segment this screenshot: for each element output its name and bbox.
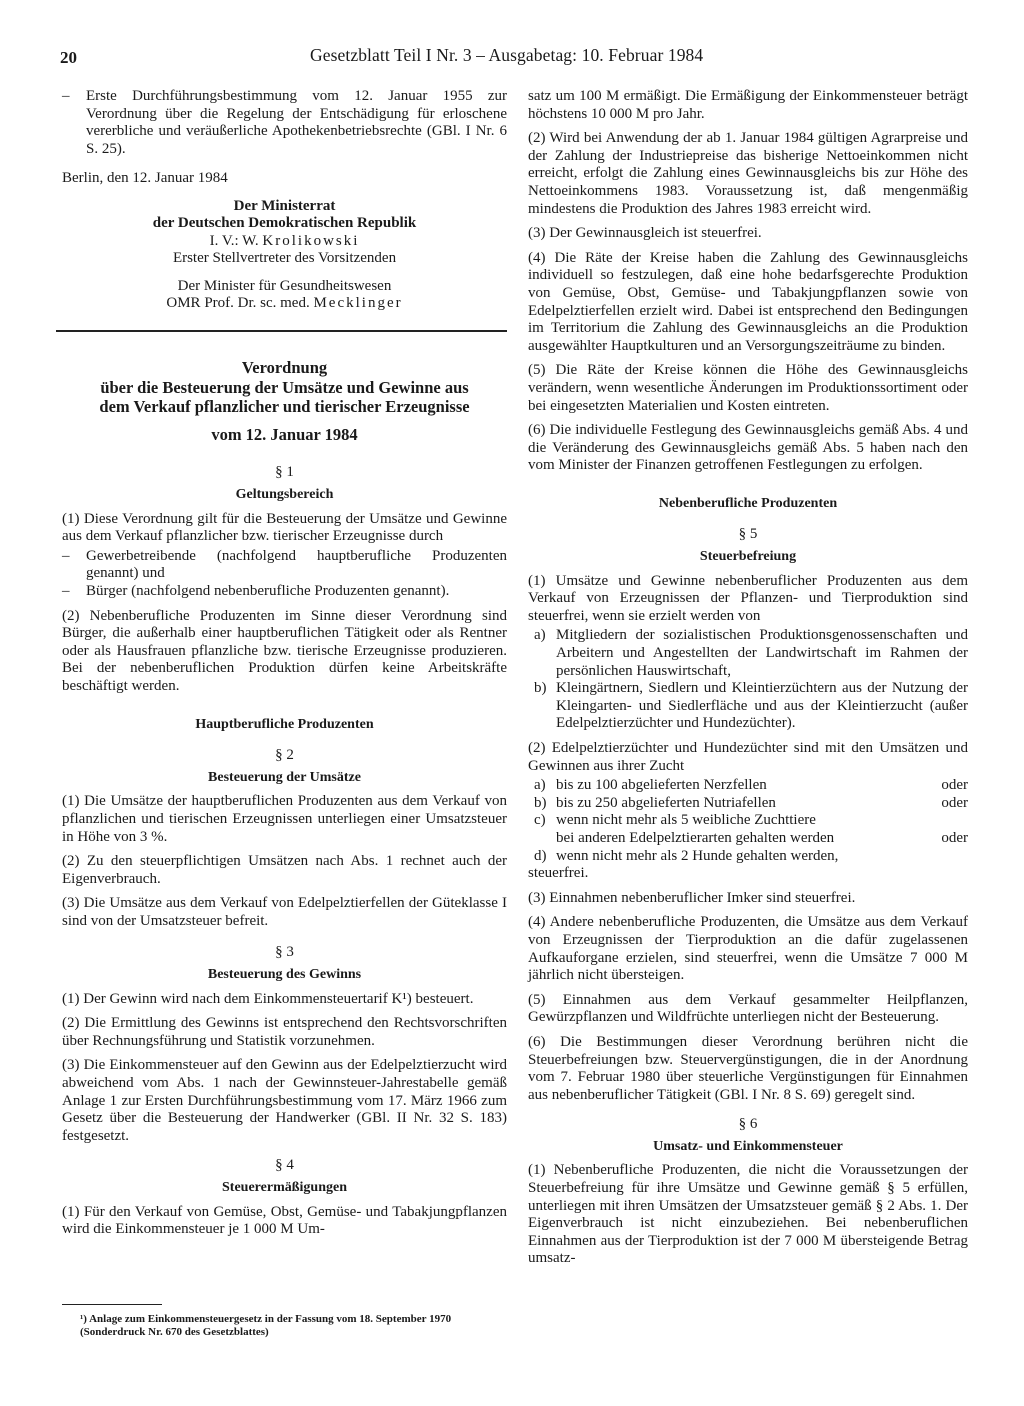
list-label: b)	[534, 680, 547, 697]
paragraph: (1) Der Gewinn wird nach dem Einkommensteuertarif K¹) besteuert.	[62, 990, 474, 1007]
signature-block-minister	[62, 278, 507, 313]
footnote: ¹) Anlage zum Einkommensteuergesetz in der Fassung vom 18. September 1970 (Sonderdruck Nr. 670 des Gesetzblattes)	[80, 1313, 452, 1338]
sig-prefix: I. V.: W.	[209, 232, 259, 249]
list-item-text: wenn nicht mehr als 5 weibliche Zuchttiere	[556, 812, 816, 829]
section-heading: Umsatz- und Einkommensteuer	[653, 1138, 843, 1154]
sig-name: Krolikowski	[262, 232, 360, 249]
paragraph: (6) Die individuelle Festlegung des Gewinnausgleichs gemäß Abs. 4 und die Veränderung des Gewinnausgleichs gemäß Abs. 5 haben nach den vom Minister der Finanzen getroffenen Festlegungen zu erfolgen.	[528, 422, 968, 474]
paragraph: (1) Nebenberufliche Produzenten, die nicht die Voraussetzungen der Steuerbefreiung für ihre Umsätze und Gewinne gemäß § 5 erfüllen, unterliegen mit ihren Umsätzen der Umsatzsteuer gemäß § 2 Abs. 1. Der Eigenverbrauch ist nicht einzubeziehen. Bei nebenberuflichen Einnahmen aus der Tierproduktion ist der 7 000 M übersteigende Betrag umsatz-	[528, 1162, 968, 1267]
paragraph: (2) Zu den steuerpflichtigen Umsätzen nach Abs. 1 rechnet auch der Eigenverbrauch.	[62, 853, 507, 887]
paragraph: (4) Die Räte der Kreise haben die Zahlung des Gewinnausgleichs individuell so festzulegen, daß eine hohe bedarfsgerechte Produktion von Gemüse, Obst, Gemüse- und Tabakjungpflanzen sowie von Edelpelztierfellen erzielt wird. Dabei ist entsprechend den Bedingungen im Territorium die Zahlung des Gewinnausgleichs an die Produktion ausgewählter Hauptkulturen und an Versorgungszeiträume zu binden.	[528, 249, 968, 354]
title-line: Verordnung	[241, 358, 328, 378]
sig-prefix: OMR Prof. Dr. sc. med.	[166, 295, 310, 311]
list-item	[528, 812, 968, 830]
list-item-text: bis zu 100 abgelieferten Nerzfellen	[556, 777, 767, 794]
section-divider	[56, 330, 507, 332]
previous-item: – Erste Durchführungsbestimmung vom 12. Januar 1955 zur Verordnung über die Regelung der Entschädigung für erloschene vererbliche und veräußerliche Apothekenbetriebsrechte (GBl. I Nr. 6 S. 25).	[62, 88, 507, 157]
section-sign: § 1	[275, 464, 294, 481]
list-item-text: bis zu 250 abgelieferten Nutriafellen	[556, 794, 776, 811]
list-label: a)	[534, 777, 546, 794]
section-heading: Steuerbefreiung	[699, 549, 797, 565]
sig-line: der Deutschen Demokratischen Republik	[152, 215, 417, 232]
paragraph: satz um 100 M ermäßigt. Die Ermäßigung der Einkommensteuer beträgt höchstens 10 000 M pro Jahr.	[528, 88, 968, 122]
paragraph: steuerfrei.	[528, 865, 589, 882]
part-heading: Nebenberufliche Produzenten	[658, 495, 838, 511]
paragraph: (2) Nebenberufliche Produzenten im Sinne dieser Verordnung sind Bürger, die außerhalb einer hauptberuflichen Tätigkeit oder als Rentner oder als Hausfrauen pflanzliche bzw. tierische Erzeugnisse produzieren. Bei der nebenberuflichen Produktion dürfen keine Arbeitskräfte beschäftigt werden.	[62, 607, 507, 694]
paragraph: (6) Die Bestimmungen dieser Verordnung berühren nicht die Steuerbefreiungen bzw. Steuervergünstigungen, die in der Anordnung vom 7. Februar 1980 über steuerliche Vergünstigungen für Einnahmen aus nebenberuflicher Tätigkeit (GBl. I Nr. 8 S. 69) geregelt sind.	[528, 1033, 968, 1103]
paragraph: (1) Die Umsätze der hauptberuflichen Produzenten aus dem Verkauf von pflanzlichen und tierischen Erzeugnissen unterliegen einer Umsatzsteuer in Höhe von 3 %.	[62, 793, 507, 845]
paragraph: (2) Edelpelztierzüchter und Hundezüchter sind mit den Umsätzen und Gewinnen aus ihrer Zucht	[528, 740, 968, 774]
paragraph: (1) Diese Verordnung gilt für die Besteuerung der Umsätze und Gewinne aus dem Verkauf pflanzlicher bzw. tierischer Erzeugnisse durch	[62, 510, 507, 545]
right-column	[528, 88, 968, 1275]
sig-line: Der Minister für Gesundheitswesen	[177, 277, 392, 294]
title-line: dem Verkauf pflanzlicher und tierischer Erzeugnisse	[99, 397, 470, 417]
paragraph: (1) Umsätze und Gewinne nebenberuflicher Produzenten aus dem Verkauf von Erzeugnissen der Pflanzen- und Tierproduktion sind steuerfrei, wenn sie erzielt werden von	[528, 572, 968, 624]
list-item-continuation	[528, 830, 968, 848]
paragraph: (3) Einnahmen nebenberuflicher Imker sind steuerfrei.	[528, 889, 856, 906]
section-heading: Besteuerung der Umsätze	[208, 769, 361, 785]
section-heading: Besteuerung des Gewinns	[207, 967, 362, 983]
sig-line	[62, 295, 507, 312]
paragraph: (5) Die Räte der Kreise können die Höhe des Gewinnausgleichs verändern, wenn wesentliche Änderungen im Produktionssortiment oder bei eingesetzten Materialien und Kosten eintreten.	[528, 362, 968, 414]
left-column	[62, 88, 507, 1246]
list-item-text: Gewerbetreibende (nachfolgend hauptberufliche Produzenten genannt) und	[86, 547, 507, 582]
list-item-text: bei anderen Edelpelztierarten gehalten werden	[556, 829, 835, 846]
list-item	[528, 777, 968, 795]
list-label: a)	[534, 627, 546, 644]
paragraph: (4) Andere nebenberufliche Produzenten, die Umsätze aus dem Verkauf von Erzeugnissen der Tierproduktion an die dafür zugelassenen Aufkauforgane erzielen, sind steuerfrei, wenn die Umsätze 7 000 M jährlich nicht übersteigen.	[528, 914, 968, 984]
section-sign: § 5	[738, 526, 758, 543]
list-item-text: Bürger (nachfolgend nebenberufliche Produzenten genannt).	[86, 582, 450, 599]
footnote-rule	[62, 1304, 162, 1305]
paragraph: (1) Für den Verkauf von Gemüse, Obst, Gemüse- und Tabakjungpflanzen wird die Einkommensteuer je 1 000 M Um-	[62, 1203, 507, 1238]
paragraph: (2) Wird bei Anwendung der ab 1. Januar 1984 gültigen Agrarpreise und der Zahlung der Industriepreise das bisherige Nettoeinkommen nicht erreicht, erfolgt die Zahlung eines Gewinnausgleichs bis zur Höhe des Nettoeinkommens 1983. Voraussetzung ist, daß mengenmäßig mindestens die Produktion des Jahres 1983 erreicht wird.	[528, 130, 968, 217]
list-item	[528, 627, 968, 680]
paragraph: (5) Einnahmen aus dem Verkauf gesammelter Heilpflanzen, Gewürzpflanzen und Wildfrüchte unterliegen nicht der Besteuerung.	[528, 991, 968, 1026]
list-item	[528, 795, 968, 813]
page-number: 20	[60, 48, 77, 67]
list-item: – Gewerbetreibende (nachfolgend hauptberufliche Produzenten genannt) und	[62, 547, 507, 582]
oder-label: oder	[941, 794, 968, 811]
list-item-text: Mitgliedern der sozialistischen Produktionsgenossenschaften und Arbeitern und Angestellten der Landwirtschaft im Rahmen der persönlichen Hauswirtschaft,	[556, 627, 968, 679]
paragraph: (3) Die Einkommensteuer auf den Gewinn aus der Edelpelztierzucht wird abweichend vom Abs. 1 nach der Gewinnsteuer-Jahrestabelle gemäß Anlage 1 zur Ersten Durchführungsbestimmung vom 17. März 1966 zum Gesetz über die Besteuerung der Handwerker (GBl. II Nr. 32 S. 183) festgesetzt.	[62, 1057, 507, 1144]
section-sign: § 4	[275, 1157, 294, 1174]
sig-name: Mecklinger	[313, 295, 403, 311]
oder-label: oder	[941, 829, 968, 846]
section-heading: Geltungsbereich	[235, 487, 334, 502]
list-label: c)	[534, 812, 546, 829]
previous-item-text: Erste Durchführungsbestimmung vom 12. Januar 1955 zur Verordnung über die Regelung der Entschädigung für erloschene vererbliche und veräußerliche Apothekenbetriebsrechte (GBl. I Nr. 6 S. 25).	[86, 88, 507, 157]
list-item: – Bürger (nachfolgend nebenberufliche Produzenten genannt).	[62, 582, 450, 599]
list-item	[528, 680, 968, 733]
signature-block-ministerrat	[62, 198, 507, 268]
part-heading: Hauptberufliche Produzenten	[195, 716, 374, 732]
place-date: Berlin, den 12. Januar 1984	[62, 170, 228, 187]
title-line: über die Besteuerung der Umsätze und Gewinne aus	[100, 377, 469, 397]
paragraph: (3) Der Gewinnausgleich ist steuerfrei.	[528, 225, 762, 242]
document-title	[62, 358, 507, 444]
paragraph: (3) Die Umsätze aus dem Verkauf von Edelpelztierfellen der Güteklasse I sind von der Umsatzsteuer befreit.	[62, 895, 507, 929]
section-sign: § 6	[738, 1116, 758, 1133]
title-date: vom 12. Januar 1984	[211, 424, 358, 444]
sig-line: Erster Stellvertreter des Vorsitzenden	[172, 250, 397, 267]
section-heading: Steuerermäßigungen	[222, 1180, 347, 1195]
paragraph: (2) Die Ermittlung des Gewinns ist entsprechend den Rechtsvorschriften über Rechnungsführung und Statistik vorzunehmen.	[62, 1015, 507, 1049]
list-item-text: Kleingärtnern, Siedlern und Kleintierzüchtern aus der Nutzung der Kleingarten- und Siedlerfläche und aus der Kleintierzucht (außer Edelpelztierzüchter und Hundezüchter).	[556, 680, 968, 732]
section-sign: § 3	[275, 944, 294, 961]
sig-line	[62, 233, 507, 250]
running-header: Gesetzblatt Teil I Nr. 3 – Ausgabetag: 10. Februar 1984	[310, 45, 704, 65]
oder-label: oder	[941, 777, 968, 794]
list-label: d)	[534, 847, 547, 864]
list-item	[528, 848, 968, 866]
list-item-text: wenn nicht mehr als 2 Hunde gehalten werden,	[556, 847, 839, 864]
list-label: b)	[534, 794, 547, 811]
sig-line: Der Ministerrat	[233, 197, 336, 214]
section-sign: § 2	[275, 747, 294, 764]
